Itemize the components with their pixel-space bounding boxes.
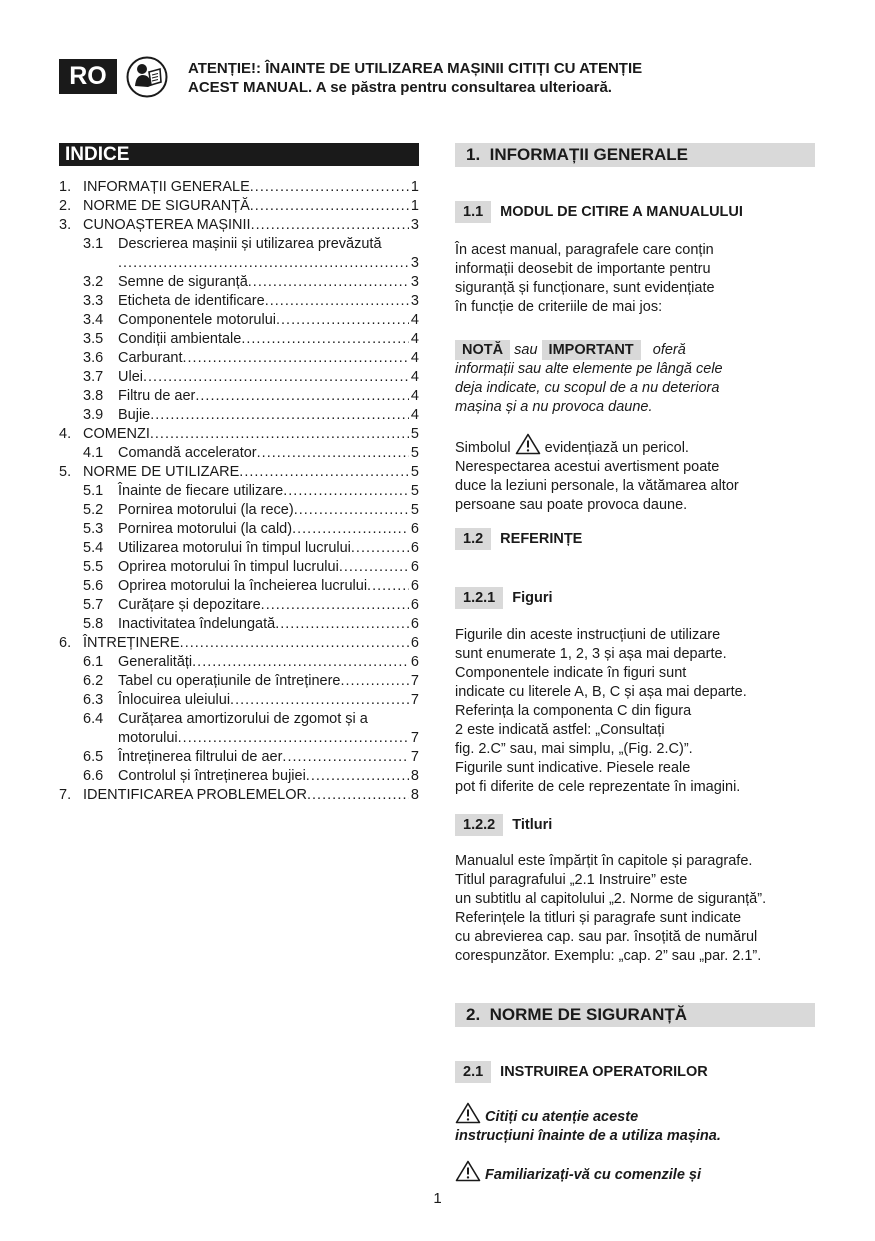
paragraph-note [455,341,817,417]
subsection-number: 2.1 [455,1061,491,1083]
toc-number: 3.4 [83,312,104,328]
toc-number: 6.2 [83,673,104,689]
toc-page-number: 6 [410,635,419,651]
toc-page-number: 4 [410,331,419,347]
warning-triangle-icon [455,1160,481,1182]
toc-entry [59,463,419,482]
toc-title: Ulei [118,369,143,385]
warning-text: Familiarizați-vă cu comenzile și [485,1167,702,1183]
toc-number: 4. [59,426,72,442]
toc-title: Înlocuirea uleiului [118,692,231,708]
toc-page-number: 1 [410,198,419,214]
toc-title: Semne de siguranță [118,274,248,290]
toc-title: Utilizarea motorului în timpul lucrului [118,540,351,556]
subsection-number: 1.2.2 [455,814,503,836]
text-line: fig. 2.C” sau, mai simplu, „(Fig. 2.C)”. [455,741,693,757]
toc-title: Filtru de aer [118,388,196,404]
toc-page-number: 5 [410,502,419,518]
toc-page-number: 6 [410,597,419,613]
toc-page-number: 5 [410,483,419,499]
warning-line-1: ATENȚIE!: ÎNAINTE DE UTILIZAREA MAȘINII CITIȚI CU ATENȚIE [188,60,643,77]
subsection-1-2-heading [455,528,582,550]
toc-leader-dots [180,634,409,653]
toc-leader-dots [178,729,409,748]
section-2-heading [455,1003,815,1027]
toc-entry [59,577,419,596]
paragraph-titles [455,852,817,966]
toc-leader-dots [248,273,409,292]
toc-leader-dots [306,767,409,786]
section-2-number: 2. [466,1005,481,1024]
warning-text: instrucțiuni înainte de a utiliza mașina. [455,1128,721,1144]
toc-entry [59,330,419,349]
toc-leader-dots [250,178,409,197]
toc-number: 5.1 [83,483,104,499]
toc-number: 5. [59,464,72,480]
toc-page-number: 6 [410,654,419,670]
toc-entry [59,178,419,197]
subsection-number: 1.1 [455,201,491,223]
toc-page-number: 7 [410,730,419,746]
warning-line-2: ACEST MANUAL. A se păstra pentru consultarea ulterioară. [188,79,612,96]
toc-page-number: 7 [410,692,419,708]
page-number: 1 [433,1190,442,1207]
toc-title: Înainte de fiecare utilizare [118,483,284,499]
toc-page-number: 4 [410,369,419,385]
toc-title: Carburant [118,350,183,366]
toc-number: 5.4 [83,540,104,556]
toc-entry [59,406,419,425]
important-tag: IMPORTANT [542,340,641,360]
toc-title: Eticheta de identificare [118,293,265,309]
toc-entry [59,634,419,653]
paragraph-symbol [455,433,817,515]
text-line: deja indicate, cu scopul de a nu deteriora [455,380,720,396]
toc-number: 2. [59,198,72,214]
toc-title: Pornirea motorului (la rece) [118,502,294,518]
toc-entry [59,425,419,444]
text-line: Referința la componenta C din figura [455,703,692,719]
toc-page-number: 6 [410,521,419,537]
toc-leader-dots [282,748,409,767]
toc-title: Condiții ambientale [118,331,242,347]
toc-leader-dots [257,444,409,463]
toc-leader-dots [239,463,409,482]
toc-leader-dots [292,520,409,539]
warning-familiarize [455,1160,701,1185]
toc-leader-dots [367,577,409,596]
toc-leader-dots [294,501,409,520]
text-line: un subtitlu al capitolului „2. Norme de siguranță”. [455,891,767,907]
text-line: în funcție de criteriile de mai jos: [455,299,663,315]
toc-leader-dots [150,406,409,425]
section-2-title: NORME DE SIGURANȚĂ [489,1005,688,1024]
toc-number: 3.7 [83,369,104,385]
warning-banner [188,59,788,97]
toc-leader-dots [261,596,409,615]
toc-title: Curățarea amortizorului de zgomot și a [118,711,368,727]
paragraph-figures [455,626,817,797]
toc-page-number: 4 [410,350,419,366]
toc-title: IDENTIFICAREA PROBLEMELOR [83,787,307,803]
toc-number: 4.1 [83,445,104,461]
text-line: sunt enumerate 1, 2, 3 și așa mai departe. [455,646,727,662]
toc-entry [59,349,419,368]
text-line: Figurile sunt indicative. Piesele reale [455,760,691,776]
warning-text: Citiți cu atenție aceste [485,1109,639,1125]
toc-page-number: 7 [410,749,419,765]
toc-number: 6.1 [83,654,104,670]
sau-text: sau [514,342,538,358]
toc-entry [59,273,419,292]
toc-leader-dots [275,615,409,634]
language-badge: RO [59,59,117,94]
text-line: mașina și a nu provoca daune. [455,399,653,415]
toc-title: Curățare și depozitare [118,597,261,613]
subsection-number: 1.2.1 [455,587,503,609]
toc-entry [59,729,419,748]
section-1-title: INFORMAȚII GENERALE [489,145,688,164]
text-line: Nerespectarea acestui avertisment poate [455,459,720,475]
toc-entry [59,254,419,273]
text-line: Componentele indicate în figuri sunt [455,665,687,681]
toc-entry [59,520,419,539]
toc-title: Oprirea motorului la încheierea lucrului [118,578,368,594]
toc-page-number: 3 [410,293,419,309]
toc-entry [59,197,419,216]
toc-number: 6.5 [83,749,104,765]
toc-entry [59,482,419,501]
toc-page-number: 7 [410,673,419,689]
toc-leader-dots [195,387,409,406]
toc-page-number: 4 [410,312,419,328]
toc-title: NORME DE UTILIZARE [83,464,240,480]
toc-number: 3.8 [83,388,104,404]
toc-leader-dots [143,368,409,387]
subsection-1-2-1-heading [455,587,553,609]
toc-leader-dots [340,672,408,691]
toc-number: 3.6 [83,350,104,366]
text-line: corespunzător. Exemplu: „cap. 2” sau „par. 2.1”. [455,948,762,964]
toc-number: 1. [59,179,72,195]
toc-page-number: 5 [410,464,419,480]
toc-leader-dots [251,216,409,235]
toc-leader-dots [250,197,409,216]
table-of-contents [59,178,419,805]
toc-title: Controlul și întreținerea bujiei [118,768,306,784]
toc-leader-dots [118,254,409,273]
toc-number: 5.3 [83,521,104,537]
toc-title: Tabel cu operațiunile de întreținere [118,673,341,689]
toc-entry [59,691,419,710]
toc-page-number: 6 [410,540,419,556]
toc-number: 6.3 [83,692,104,708]
subsection-1-1-heading [455,201,743,223]
toc-entry [59,292,419,311]
text-line: 2 este indicată astfel: „Consultați [455,722,665,738]
toc-number: 3.9 [83,407,104,423]
warning-read-instructions [455,1102,721,1146]
toc-entry [59,558,419,577]
toc-page-number: 8 [410,787,419,803]
toc-number: 7. [59,787,72,803]
toc-entry [59,235,419,254]
subsection-1-2-2-heading [455,814,552,836]
toc-title: Comandă accelerator [118,445,257,461]
toc-page-number: 3 [410,255,419,271]
toc-title: Descrierea mașinii și utilizarea prevăzută [118,236,382,252]
toc-page-number: 4 [410,388,419,404]
toc-page-number: 3 [410,274,419,290]
toc-number: 5.2 [83,502,104,518]
toc-entry [59,786,419,805]
toc-title: INFORMAȚII GENERALE [83,179,250,195]
subsection-2-1-heading [455,1061,708,1083]
toc-title: CUNOAȘTEREA MAȘINII [83,217,251,233]
toc-entry [59,596,419,615]
toc-entry [59,767,419,786]
toc-leader-dots [351,539,409,558]
toc-leader-dots [150,425,409,444]
section-1-number: 1. [466,145,481,164]
toc-leader-dots [192,653,409,672]
toc-number: 5.7 [83,597,104,613]
toc-page-number: 6 [410,578,419,594]
text-line: Titlul paragrafului „2.1 Instruire” este [455,872,688,888]
toc-page-number: 6 [410,616,419,632]
toc-number: 5.6 [83,578,104,594]
text-line: În acest manual, paragrafele care conțin [455,242,714,258]
subsection-number: 1.2 [455,528,491,550]
toc-number: 5.8 [83,616,104,632]
text-line: informații sau alte elemente pe lângă cele [455,361,723,377]
section-1-heading [455,143,815,167]
toc-number: 3.5 [83,331,104,347]
toc-entry [59,710,419,729]
toc-title: NORME DE SIGURANȚĂ [83,198,250,214]
toc-page-number: 5 [410,445,419,461]
subsection-title: MODUL DE CITIRE A MANUALULUI [500,204,743,220]
nota-tag: NOTĂ [455,340,510,360]
toc-page-number: 6 [410,559,419,575]
subsection-title: Figuri [512,590,553,606]
text-line: indicate cu literele A, B, C și așa mai departe. [455,684,747,700]
toc-title: COMENZI [83,426,150,442]
text-line: cu abrevierea cap. sau par. însoțită de numărul [455,929,758,945]
text-line: Referințele la titluri și paragrafe sunt indicate [455,910,742,926]
toc-number: 3.3 [83,293,104,309]
toc-number: 5.5 [83,559,104,575]
warning-triangle-icon [455,1102,481,1124]
toc-entry [59,387,419,406]
toc-leader-dots [307,786,409,805]
toc-leader-dots [339,558,409,577]
toc-entry [59,444,419,463]
text-line: Figurile din aceste instrucțiuni de utilizare [455,627,721,643]
toc-leader-dots [230,691,409,710]
toc-title: Generalități [118,654,193,670]
toc-title: Oprirea motorului în timpul lucrului [118,559,339,575]
toc-number: 3.2 [83,274,104,290]
warning-triangle-icon [515,433,541,455]
toc-entry [59,368,419,387]
text-line: pot fi diferite de cele reprezentate în imagini. [455,779,741,795]
toc-entry [59,501,419,520]
toc-page-number: 4 [410,407,419,423]
toc-title: Inactivitatea îndelungată [118,616,276,632]
text-line: siguranță și funcționare, sunt evidențiate [455,280,715,296]
toc-page-number: 8 [410,768,419,784]
toc-entry [59,615,419,634]
toc-page-number: 5 [410,426,419,442]
subsection-title: INSTRUIREA OPERATORILOR [500,1064,708,1080]
toc-title: Bujie [118,407,151,423]
subsection-title: REFERINȚE [500,531,583,547]
symbol-suffix: evidențiază un pericol. [544,440,689,456]
text-line: persoane sau poate provoca daune. [455,497,688,513]
toc-leader-dots [276,311,409,330]
toc-title: Pornirea motorului (la cald) [118,521,293,537]
text-line: informații deosebit de importante pentru [455,261,711,277]
toc-entry [59,539,419,558]
toc-entry [59,672,419,691]
read-manual-icon [126,56,168,98]
ofera-text: oferă [652,342,686,358]
toc-entry [59,653,419,672]
toc-number: 6.6 [83,768,104,784]
toc-title: motorului [118,730,178,746]
toc-entry [59,311,419,330]
toc-page-number: 1 [410,179,419,195]
text-line: duce la leziuni personale, la vătămarea altor [455,478,739,494]
toc-leader-dots [283,482,409,501]
toc-number: 3. [59,217,72,233]
paragraph-intro [455,241,817,317]
symbol-prefix: Simbolul [455,440,511,456]
toc-title: ÎNTREȚINERE [83,635,180,651]
toc-page-number: 3 [410,217,419,233]
toc-entry [59,216,419,235]
toc-number: 3.1 [83,236,104,252]
toc-leader-dots [182,349,408,368]
toc-entry [59,748,419,767]
toc-number: 6. [59,635,72,651]
index-heading: INDICE [59,143,419,166]
text-line: Manualul este împărțit în capitole și paragrafe. [455,853,753,869]
toc-title: Întreținerea filtrului de aer [118,749,283,765]
toc-leader-dots [265,292,409,311]
toc-title: Componentele motorului [118,312,276,328]
toc-number: 6.4 [83,711,104,727]
subsection-title: Titluri [512,817,553,833]
toc-leader-dots [241,330,409,349]
